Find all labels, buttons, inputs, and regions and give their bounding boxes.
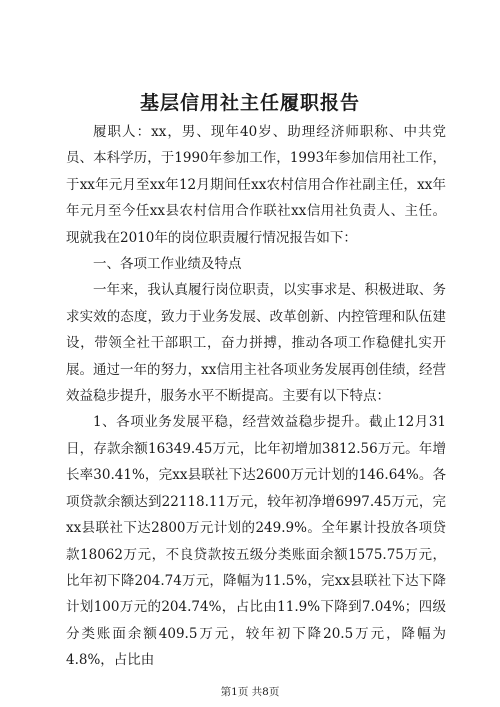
paragraph-intro: 履职人：xx，男、现年40岁、助理经济师职称、中共党员、本科学历，于1990年参加工作，1993年参加信用社工作，于xx年元月至xx年12月期间任xx农村信用合作社副主任，xx年年元月至今任xx县农村信用合作联社xx信用社负责人、主任。现就我在2010年的岗位职责履行情况报告如下： [66,124,446,246]
paragraph-summary: 一年来，我认真履行岗位职责，以实事求是、积极进取、务求实效的态度，致力于业务发展、改革创新、内控管理和队伍建设，带领全社干部职工，奋力拼搏，推动各项工作稳健扎实开展。通过一年的努力，xx信用主社各项业务发展再创佳绩，经营效益稳步提升，服务水平不断提高。主要有以下特点： [66,282,446,405]
paragraph-business: 1、各项业务发展平稳，经营效益稳步提升。截止12月31日，存款余额16349.45万元，比年初增加3812.56万元。年增长率30.41%，完xx县联社下达2600万元计划的146.64%。各项贷款余额达到22118.11万元，较年初净增6997.45万元，完xx县联社下达2800万元计划的249.9%。全年累计投放各项贷款18062万元，不良贷款按五级分类账面余额1575.75万元，比年初下降204.74万元，降幅为11.5%，完xx县联社下达下降计划100万元的204.74%，占比由11.9%下降到7.04%；四级分类账面余额409.5万元，较年初下降20.5万元，降幅为4.8%，占比由 [66,414,446,669]
page-footer: 第1页 共8页 [220,686,280,698]
document-body [66,119,446,674]
section-heading: 一、各项工作业绩及特点 [93,256,242,273]
document-title: 基层信用社主任履职报告 [139,92,360,114]
